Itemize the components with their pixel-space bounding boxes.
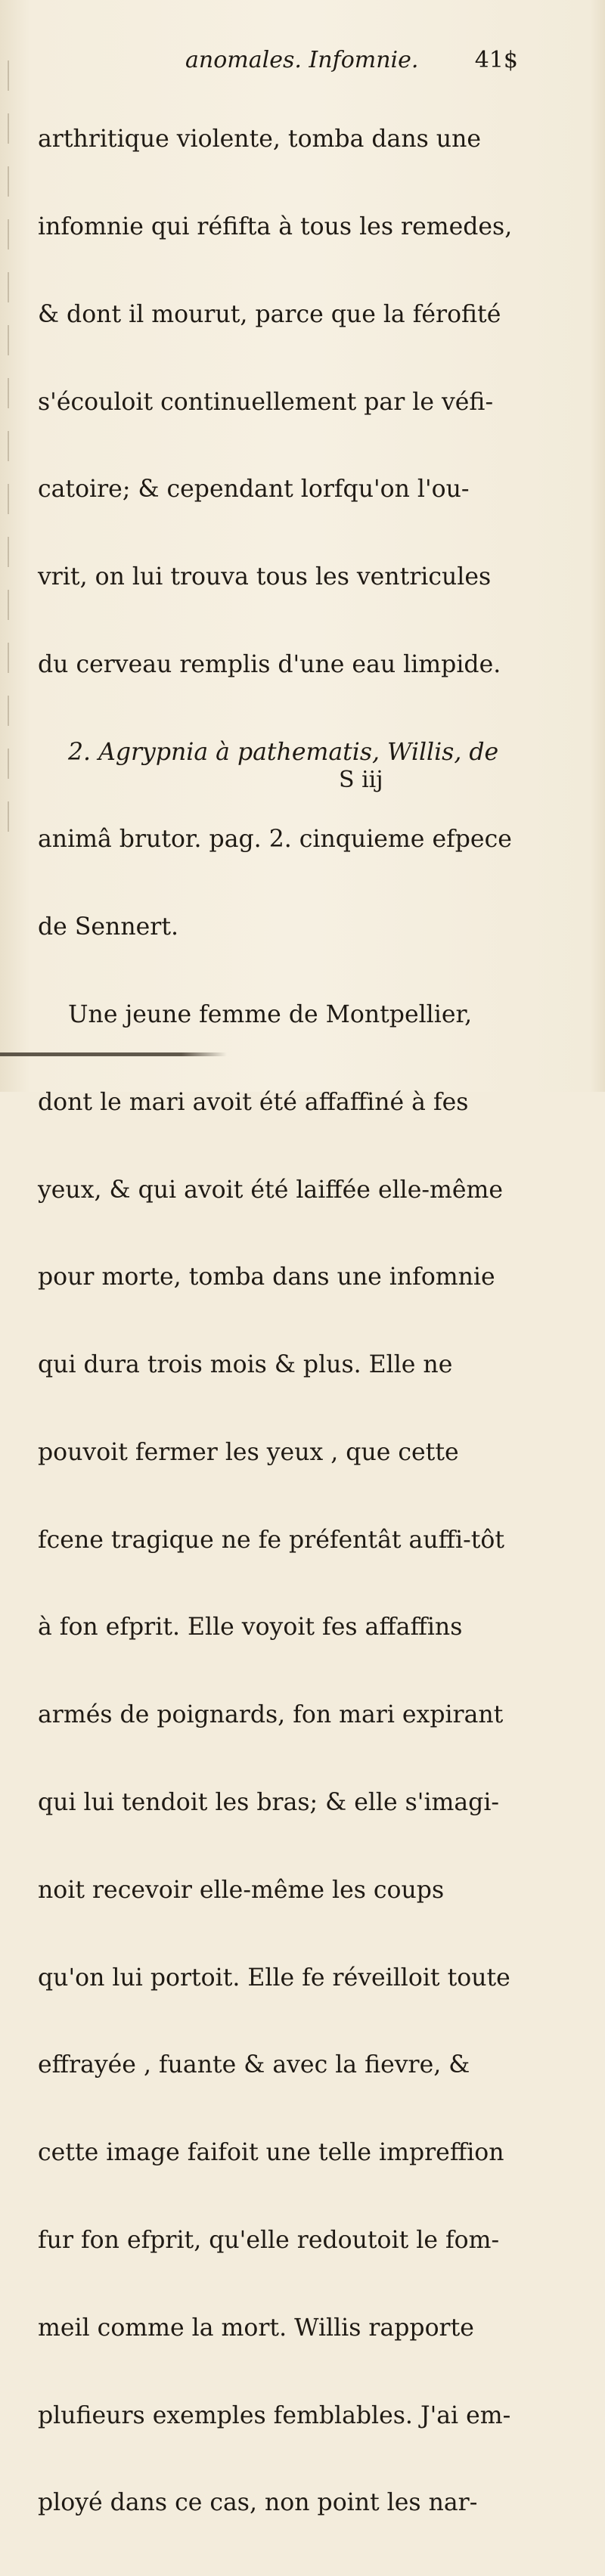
text-line: de Sennert. [38, 913, 178, 941]
text-line: plufieurs exemples femblables. J'ai em- [38, 2401, 511, 2429]
text-line: qui dura trois mois & plus. Elle ne [38, 1351, 453, 1379]
page-edge-mark [0, 1052, 227, 1056]
text-line: noit recevoir elle-même les coups [38, 1876, 445, 1904]
text-line: pour morte, tomba dans une infomnie [38, 1263, 495, 1291]
signature-mark: S iij [339, 767, 383, 793]
text-line: du cerveau remplis d'une eau limpide. [38, 650, 501, 678]
text-line: effrayée , fuante & avec la fievre, & [38, 2051, 470, 2079]
text-line: cette image faifoit une telle impreffion [38, 2139, 504, 2167]
text-line: & dont il mourut, parce que la férofité [38, 300, 501, 328]
text-line: vrit, on lui trouva tous les ventricules [38, 563, 492, 591]
text-line: armés de poignards, fon mari expirant [38, 1701, 504, 1729]
text-line: à fon efprit. Elle voyoit fes affaffins [38, 1613, 463, 1641]
text-line: dont le mari avoit été affaffiné à fes [38, 1088, 469, 1116]
text-line: qu'on lui portoit. Elle fe réveilloit toute [38, 1964, 510, 1992]
text-line: ployé dans ce cas, non point les nar- [38, 2489, 478, 2517]
text-line: qui lui tendoit les bras; & elle s'imagi- [38, 1789, 500, 1817]
text-line: meil comme la mort. Willis rapporte [38, 2314, 474, 2342]
text-line: infomnie qui réfifta à tous les remedes, [38, 212, 513, 240]
text-line: animâ brutor. pag. 2. cinquieme efpece [38, 826, 512, 854]
page-number: 41$ [474, 47, 518, 73]
text-line: pouvoit fermer les yeux , que cette [38, 1438, 459, 1466]
text-line: arthritique violente, tomba dans une [38, 126, 481, 153]
text-line: fur fon efprit, qu'elle redoutoit le fom- [38, 2226, 500, 2254]
gutter-shadow [8, 60, 9, 839]
text-line: catoire; & cependant lorfqu'on l'ou- [38, 476, 470, 504]
text-line: fcene tragique ne fe préfentât auffi-tôt [38, 1526, 504, 1554]
text-line: yeux, & qui avoit été laiffée elle-même [38, 1176, 504, 1204]
body-text [38, 67, 594, 2576]
text-line: s'écouloit continuellement par le véfi- [38, 388, 494, 416]
text-line: Une jeune femme de Montpellier, [68, 1001, 473, 1028]
text-line: 2. Agrypnia à pathematis, Willis, de [68, 738, 499, 766]
running-title: anomales. Infomnie. [185, 47, 419, 73]
